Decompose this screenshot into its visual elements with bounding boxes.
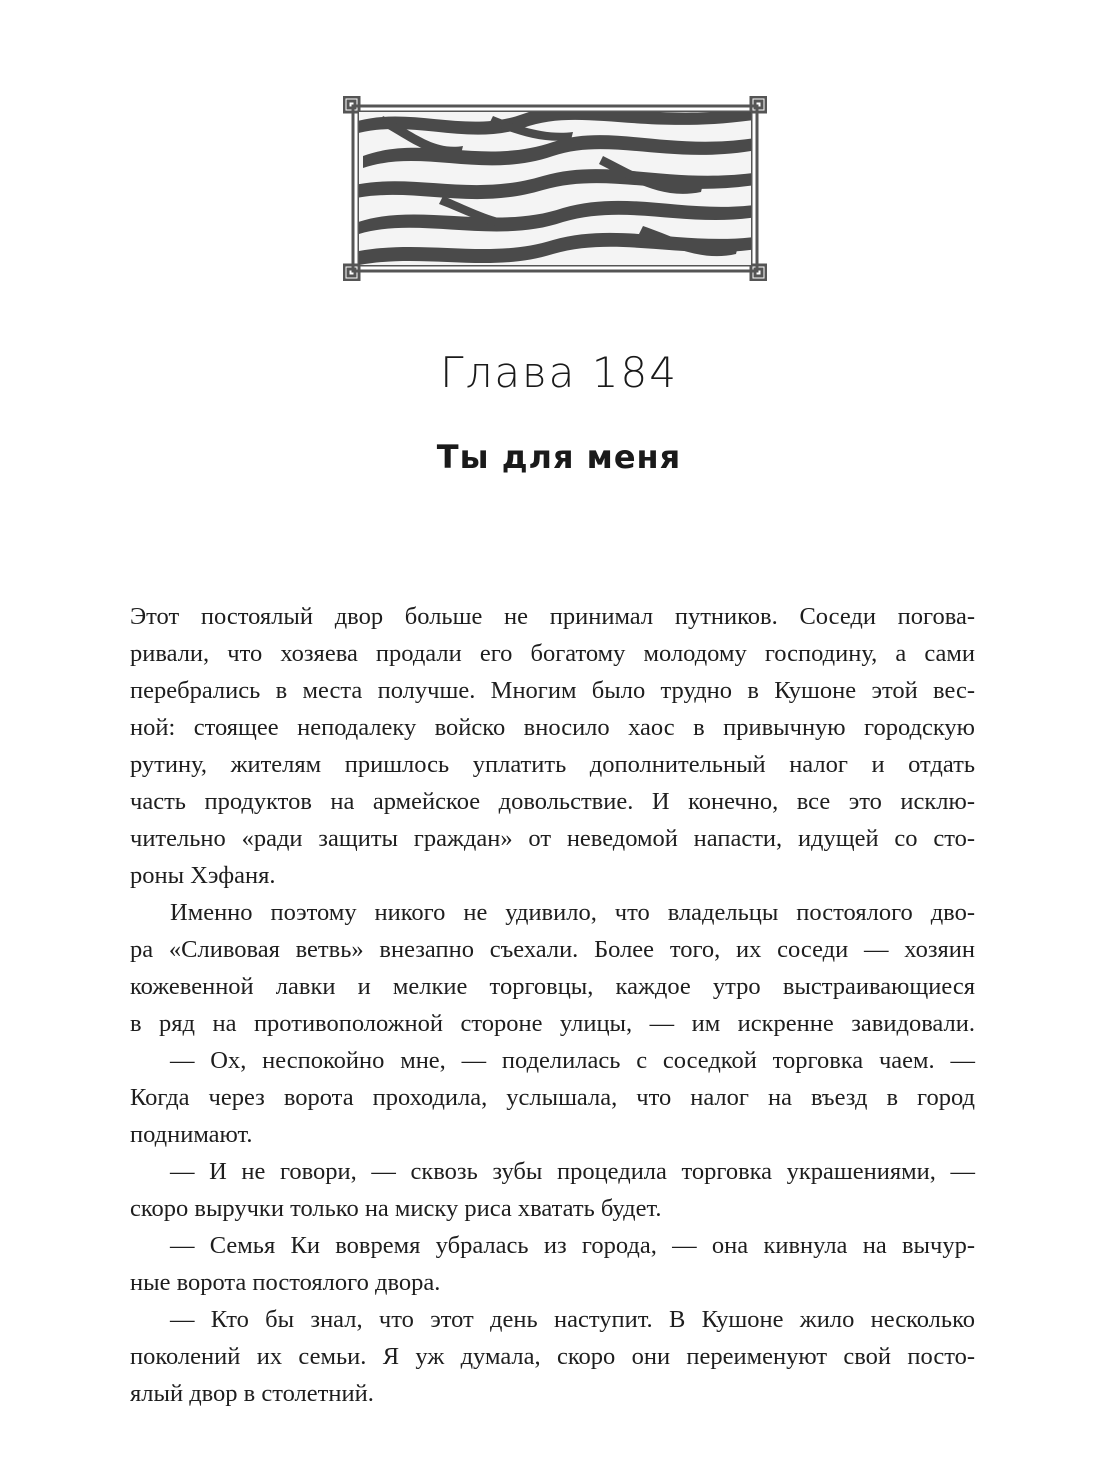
chapter-title: Глава 184 <box>440 348 678 397</box>
text-line: перебрались в места получше. Многим было трудно в Кушоне этой вес- <box>130 677 975 704</box>
text-line: поднимают. <box>130 1121 253 1148</box>
chapter-body <box>130 598 975 1412</box>
text-line: ялый двор в столетний. <box>130 1380 374 1407</box>
text-line: — Кто бы знал, что этот день наступит. В Кушоне жило несколько <box>170 1306 975 1333</box>
text-line: ной: стоящее неподалеку войско вносило хаос в привычную городскую <box>130 714 975 741</box>
paragraph <box>130 1227 975 1301</box>
paragraph <box>130 1301 975 1412</box>
text-line: поколений их семьи. Я уж думала, скоро они переименуют свой посто- <box>130 1343 975 1370</box>
text-line: Когда через ворота проходила, услышала, что налог на въезд в город <box>130 1084 975 1111</box>
text-line: в ряд на противоположной стороне улицы, — им искренне завидовали. <box>130 1010 975 1037</box>
text-line: скоро выручки только на миску риса хватать будет. <box>130 1195 662 1222</box>
paragraph <box>130 598 975 894</box>
text-line: кожевенной лавки и мелкие торговцы, каждое утро выстраивающиеся <box>130 973 975 1000</box>
paragraph <box>130 1042 975 1153</box>
text-line: — Ох, неспокойно мне, — поделилась с соседкой торговка чаем. — <box>170 1047 975 1074</box>
text-line: роны Хэфаня. <box>130 862 276 889</box>
paragraph <box>130 1153 975 1227</box>
text-line: ривали, что хозяева продали его богатому молодому господину, а сами <box>130 640 975 667</box>
text-line: Этот постоялый двор больше не принимал путников. Соседи погова- <box>130 603 975 630</box>
chapter-ornament <box>343 96 767 281</box>
text-line: часть продуктов на армейское довольствие. И конечно, все это исклю- <box>130 788 975 815</box>
text-line: чительно «ради защиты граждан» от неведомой напасти, идущей со сто- <box>130 825 975 852</box>
text-line: Именно поэтому никого не удивило, что владельцы постоялого дво- <box>170 899 975 926</box>
text-line: ные ворота постоялого двора. <box>130 1269 441 1296</box>
text-line: — Семья Ки вовремя убралась из города, — она кивнула на вычур- <box>170 1232 975 1259</box>
zebra-stripe-frame-icon <box>343 96 767 281</box>
chapter-subtitle: Ты для меня <box>436 438 682 476</box>
text-line: ра «Сливовая ветвь» внезапно съехали. Более того, их соседи — хозяин <box>130 936 975 963</box>
paragraph <box>130 894 975 1042</box>
text-line: — И не говори, — сквозь зубы процедила торговка украшениями, — <box>170 1158 975 1185</box>
text-line: рутину, жителям пришлось уплатить дополнительный налог и отдать <box>130 751 975 778</box>
